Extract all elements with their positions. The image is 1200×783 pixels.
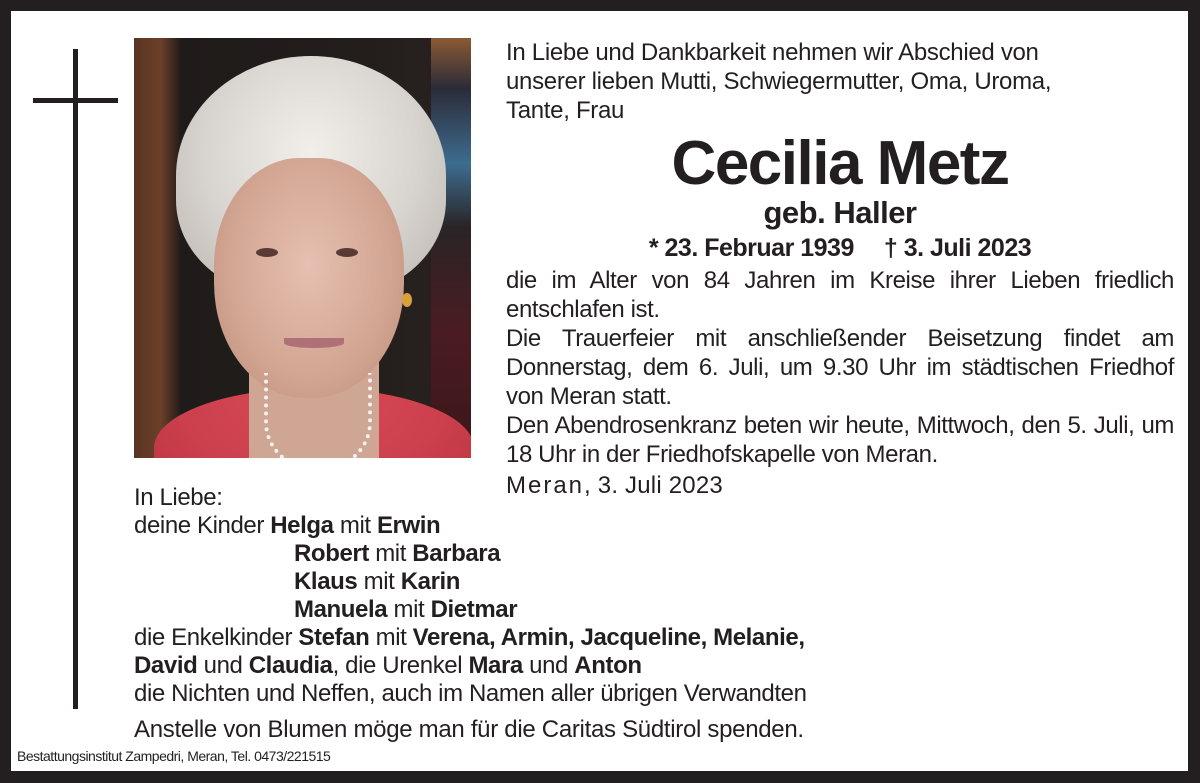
great-grandchildren-label: , die Urenkel [332, 652, 469, 679]
photo-pearl-necklace [264, 373, 372, 458]
family-row-child [134, 596, 1034, 624]
maiden-name: geb. Haller [763, 195, 917, 230]
birth-date: * 23. Februar 1939 [648, 234, 854, 262]
child-name: Manuela [294, 596, 388, 623]
intro-line: unserer lieben Mutti, Schwiegermutter, Oma, Uroma, [506, 68, 1052, 95]
children-label: deine Kinder [134, 512, 271, 539]
grandchild-name: David [134, 652, 198, 679]
connector: mit [368, 540, 413, 567]
portrait-photo [134, 38, 471, 458]
connector: mit [333, 512, 377, 539]
great-grandchild-name: Anton [574, 652, 642, 679]
family-heading: In Liebe: [134, 484, 223, 511]
cross-vertical-bar [73, 49, 78, 709]
deceased-name: Cecilia Metz [671, 129, 1009, 198]
body-paragraph: Die Trauerfeier mit anschließender Beisetzung findet am Donnerstag, dem 6. Juli, um 9.30 Uhr im städtischen Friedhof von Meran statt. [506, 325, 1174, 410]
intro-line: Tante, Frau [506, 97, 625, 124]
photo-eye [336, 248, 358, 257]
great-grandchild-name: Mara [468, 652, 523, 679]
donation-note: Anstelle von Blumen möge man für die Caritas Südtirol spenden. [134, 716, 804, 743]
connector: mit [387, 596, 431, 623]
child-name: Robert [294, 540, 369, 567]
connector: mit [357, 568, 401, 595]
family-row-grandchildren [134, 624, 1034, 652]
obituary-notice [11, 11, 1188, 771]
photo-eye [256, 248, 278, 257]
body-paragraph: die im Alter von 84 Jahren im Kreise ihrer Lieben friedlich entschlafen ist. [506, 267, 1174, 323]
child-name: Klaus [294, 568, 358, 595]
partner-name: Barbara [412, 540, 501, 567]
grandchild-names: Verena, Armin, Jacqueline, Melanie, [412, 624, 805, 651]
partner-name: Erwin [376, 512, 441, 539]
death-date: † 3. Juli 2023 [883, 234, 1032, 262]
grandchildren-label: die Enkelkinder [134, 624, 299, 651]
life-dates [506, 232, 1174, 264]
connector: und [522, 652, 575, 679]
date: , 3. Juli 2023 [584, 472, 723, 499]
funeral-home-footer: Bestattungsinstitut Zampedri, Meran, Tel. 0473/221515 [17, 748, 331, 764]
photo-background [431, 38, 471, 458]
cross-horizontal-bar [33, 98, 118, 103]
partner-name: Dietmar [430, 596, 518, 623]
family-list [134, 484, 1034, 708]
grandchild-name: Stefan [298, 624, 370, 651]
grandchild-name: Claudia [248, 652, 333, 679]
connector: und [197, 652, 249, 679]
notice-body [506, 266, 1174, 469]
intro-line: In Liebe und Dankbarkeit nehmen wir Abschied von [506, 39, 1039, 66]
photo-earring [402, 293, 412, 307]
family-row-grandchildren-2 [134, 652, 1034, 680]
photo-mouth [284, 338, 344, 348]
photo-face [214, 158, 404, 398]
partner-name: Karin [400, 568, 461, 595]
place: Meran [506, 472, 585, 499]
body-paragraph: Den Abendrosenkranz beten wir heute, Mittwoch, den 5. Juli, um 18 Uhr in der Friedhofskapelle von Meran. [506, 412, 1174, 468]
family-row-child [134, 540, 1034, 568]
family-row-relatives: die Nichten und Neffen, auch im Namen aller übrigen Verwandten [134, 680, 807, 707]
intro-text [506, 38, 1174, 125]
child-name: Helga [270, 512, 334, 539]
family-row-child [134, 568, 1034, 596]
connector: mit [369, 624, 413, 651]
family-row-children [134, 512, 1034, 540]
